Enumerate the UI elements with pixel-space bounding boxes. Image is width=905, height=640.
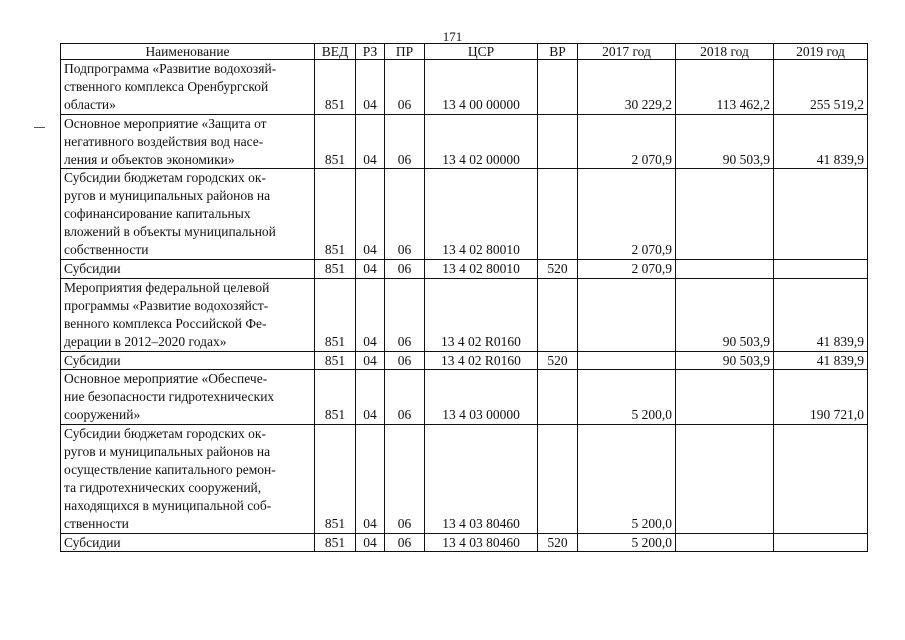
cell-ved: 851 xyxy=(315,60,356,115)
cell-name xyxy=(61,60,315,115)
cell-2019 xyxy=(774,169,868,260)
cell-2017: 2 070,9 xyxy=(578,114,676,169)
cell-vr xyxy=(538,114,578,169)
cell-2017: 2 070,9 xyxy=(578,169,676,260)
cell-2017 xyxy=(578,351,676,370)
table-row xyxy=(61,370,868,425)
cell-2018: 90 503,9 xyxy=(676,351,774,370)
name-line: ние безопасности гидротехнических xyxy=(64,389,275,405)
cell-2019 xyxy=(774,425,868,533)
name-line: ственного комплекса Оренбургской xyxy=(64,78,269,94)
name-line: Подпрограмма «Развитие водохозяй- xyxy=(64,61,277,76)
cell-2017: 5 200,0 xyxy=(578,370,676,425)
name-line: ругов и муниципальных районов на xyxy=(64,444,271,460)
cell-name xyxy=(61,259,315,278)
cell-vr xyxy=(538,169,578,260)
budget-table xyxy=(60,43,868,552)
header-2019: 2019 год xyxy=(774,44,868,60)
cell-name xyxy=(61,114,315,169)
name-line: Субсидии xyxy=(64,352,121,368)
cell-2018: 90 503,9 xyxy=(676,278,774,351)
cell-2018: 113 462,2 xyxy=(676,60,774,115)
header-csr: ЦСР xyxy=(425,44,538,60)
header-ved: ВЕД xyxy=(315,44,356,60)
cell-rz: 04 xyxy=(356,370,385,425)
table-row xyxy=(61,351,868,370)
cell-2017: 2 070,9 xyxy=(578,259,676,278)
header-2018: 2018 год xyxy=(676,44,774,60)
name-line: вложений в объекты муниципальной xyxy=(64,224,276,240)
cell-vr xyxy=(538,278,578,351)
cell-csr: 13 4 03 00000 xyxy=(425,370,538,425)
name-line: осуществление капитального ремон- xyxy=(64,461,276,477)
header-2017: 2017 год xyxy=(578,44,676,60)
cell-vr xyxy=(538,425,578,533)
cell-pr: 06 xyxy=(385,259,425,278)
name-line: та гидротехнических сооружений, xyxy=(64,479,262,495)
cell-rz: 04 xyxy=(356,169,385,260)
cell-rz: 04 xyxy=(356,425,385,533)
cell-2018 xyxy=(676,169,774,260)
header-rz: РЗ xyxy=(356,44,385,60)
cell-vr: 520 xyxy=(538,259,578,278)
table-row xyxy=(61,114,868,169)
name-line: ления и объектов экономики» xyxy=(64,151,235,167)
cell-name xyxy=(61,351,315,370)
name-line: ругов и муниципальных районов на xyxy=(64,188,271,204)
name-line: Мероприятия федеральной целевой xyxy=(64,279,270,295)
name-line: венного комплекса Российской Фе- xyxy=(64,315,267,331)
name-line: дерации в 2012–2020 годах» xyxy=(64,333,227,349)
page-number: 171 xyxy=(442,29,463,44)
cell-2019: 190 721,0 xyxy=(774,370,868,425)
cell-ved: 851 xyxy=(315,351,356,370)
cell-pr: 06 xyxy=(385,278,425,351)
table-body xyxy=(61,60,868,552)
cell-2017: 5 200,0 xyxy=(578,533,676,552)
header-row xyxy=(61,44,868,60)
cell-2019: 255 519,2 xyxy=(774,60,868,115)
cell-vr: 520 xyxy=(538,533,578,552)
name-line: собственности xyxy=(64,242,149,258)
cell-ved: 851 xyxy=(315,370,356,425)
cell-rz: 04 xyxy=(356,278,385,351)
cell-2018 xyxy=(676,370,774,425)
cell-ved: 851 xyxy=(315,425,356,533)
name-line: Субсидии xyxy=(64,260,121,276)
cell-ved: 851 xyxy=(315,278,356,351)
cell-csr: 13 4 02 R0160 xyxy=(425,278,538,351)
cell-2019: 41 839,9 xyxy=(774,351,868,370)
table-row xyxy=(61,259,868,278)
cell-csr: 13 4 02 00000 xyxy=(425,114,538,169)
cell-name xyxy=(61,425,315,533)
cell-pr: 06 xyxy=(385,425,425,533)
cell-ved: 851 xyxy=(315,259,356,278)
cell-name xyxy=(61,370,315,425)
cell-csr: 13 4 02 80010 xyxy=(425,169,538,260)
cell-vr xyxy=(538,60,578,115)
cell-2019: 41 839,9 xyxy=(774,114,868,169)
name-line: области» xyxy=(64,96,116,112)
name-line: ственности xyxy=(64,515,129,531)
table-row xyxy=(61,278,868,351)
cell-rz: 04 xyxy=(356,114,385,169)
cell-csr: 13 4 03 80460 xyxy=(425,425,538,533)
name-line: Субсидии бюджетам городских ок- xyxy=(64,426,266,442)
name-line: Субсидии бюджетам городских ок- xyxy=(64,170,266,186)
table-row xyxy=(61,169,868,260)
cell-ved: 851 xyxy=(315,533,356,552)
margin-mark xyxy=(34,127,45,128)
cell-name xyxy=(61,533,315,552)
cell-vr xyxy=(538,370,578,425)
table-row xyxy=(61,425,868,533)
name-line: Основное мероприятие «Защита от xyxy=(64,115,267,131)
cell-2018: 90 503,9 xyxy=(676,114,774,169)
cell-pr: 06 xyxy=(385,370,425,425)
cell-csr: 13 4 00 00000 xyxy=(425,60,538,115)
table-row xyxy=(61,533,868,552)
cell-2017 xyxy=(578,278,676,351)
cell-ved: 851 xyxy=(315,114,356,169)
cell-pr: 06 xyxy=(385,533,425,552)
name-line: сооружений» xyxy=(64,407,141,423)
cell-csr: 13 4 02 R0160 xyxy=(425,351,538,370)
cell-2019 xyxy=(774,259,868,278)
name-line: негативного воздействия вод насе- xyxy=(64,133,264,149)
cell-2019: 41 839,9 xyxy=(774,278,868,351)
cell-ved: 851 xyxy=(315,169,356,260)
name-line: софинансирование капитальных xyxy=(64,206,251,222)
header-pr: ПР xyxy=(385,44,425,60)
cell-2018 xyxy=(676,259,774,278)
cell-rz: 04 xyxy=(356,259,385,278)
cell-2018 xyxy=(676,533,774,552)
cell-csr: 13 4 03 80460 xyxy=(425,533,538,552)
header-vr: ВР xyxy=(538,44,578,60)
cell-2018 xyxy=(676,425,774,533)
cell-csr: 13 4 02 80010 xyxy=(425,259,538,278)
cell-rz: 04 xyxy=(356,533,385,552)
cell-vr: 520 xyxy=(538,351,578,370)
cell-2017: 5 200,0 xyxy=(578,425,676,533)
cell-rz: 04 xyxy=(356,351,385,370)
cell-name xyxy=(61,169,315,260)
name-line: находящихся в муниципальной соб- xyxy=(64,497,272,513)
cell-pr: 06 xyxy=(385,169,425,260)
name-line: Основное мероприятие «Обеспече- xyxy=(64,371,268,387)
cell-rz: 04 xyxy=(356,60,385,115)
cell-2019 xyxy=(774,533,868,552)
cell-name xyxy=(61,278,315,351)
cell-2017: 30 229,2 xyxy=(578,60,676,115)
header-name: Наименование xyxy=(61,44,315,60)
cell-pr: 06 xyxy=(385,114,425,169)
name-line: Субсидии xyxy=(64,534,121,550)
table-row xyxy=(61,60,868,115)
cell-pr: 06 xyxy=(385,351,425,370)
cell-pr: 06 xyxy=(385,60,425,115)
name-line: программы «Развитие водохозяйст- xyxy=(64,297,269,313)
